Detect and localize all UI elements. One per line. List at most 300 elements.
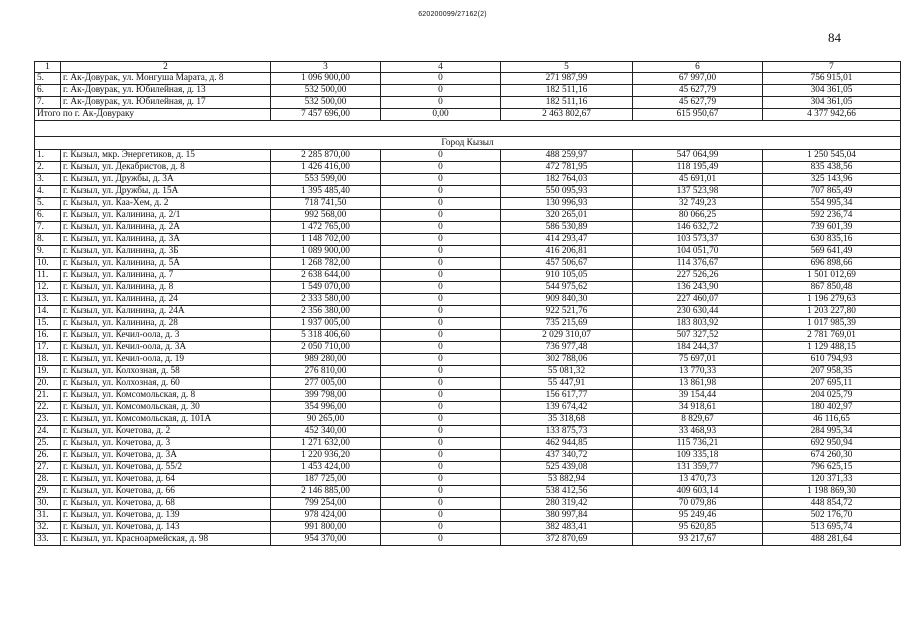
cell-c5: 156 617,77 bbox=[501, 390, 633, 402]
cell-c5: 550 095,93 bbox=[501, 186, 633, 198]
cell-c4: 0 bbox=[381, 294, 501, 306]
cell-c5: 909 840,30 bbox=[501, 294, 633, 306]
cell-c6: 183 803,92 bbox=[633, 318, 763, 330]
cell-c7: 207 695,11 bbox=[763, 378, 901, 390]
table-row bbox=[35, 450, 901, 462]
address: г. Ак-Довурак, ул. Юбилейная, д. 13 bbox=[61, 85, 271, 97]
cell-c5: 139 674,42 bbox=[501, 402, 633, 414]
cell-c3: 954 370,00 bbox=[271, 534, 381, 546]
address: г. Кызыл, ул. Калинина, д. 24А bbox=[61, 306, 271, 318]
row-number: 16. bbox=[35, 330, 61, 342]
row-number: 31. bbox=[35, 510, 61, 522]
cell-c5: 472 781,95 bbox=[501, 162, 633, 174]
table-row bbox=[35, 426, 901, 438]
row-number: 5. bbox=[35, 73, 61, 85]
cell-c3: 1 395 485,40 bbox=[271, 186, 381, 198]
cell-c3: 989 280,00 bbox=[271, 354, 381, 366]
row-number: 25. bbox=[35, 438, 61, 450]
cell-c3: 5 318 406,60 bbox=[271, 330, 381, 342]
cell-c6: 75 697,01 bbox=[633, 354, 763, 366]
data-table bbox=[34, 61, 901, 546]
table-row bbox=[35, 162, 901, 174]
cell-c5: 380 997,84 bbox=[501, 510, 633, 522]
row-number: 6. bbox=[35, 85, 61, 97]
cell-c5: 488 259,97 bbox=[501, 150, 633, 162]
table-row bbox=[35, 498, 901, 510]
cell-c7: 630 835,16 bbox=[763, 234, 901, 246]
address: г. Кызыл, ул. Кочетова, д. 68 bbox=[61, 498, 271, 510]
row-number: 15. bbox=[35, 318, 61, 330]
cell-c6: 114 376,67 bbox=[633, 258, 763, 270]
cell-c7: 513 695,74 bbox=[763, 522, 901, 534]
cell-c6: 103 573,37 bbox=[633, 234, 763, 246]
table-row bbox=[35, 294, 901, 306]
cell-c7: 696 898,66 bbox=[763, 258, 901, 270]
cell-c7: 707 865,49 bbox=[763, 186, 901, 198]
cell-c5: 35 318,68 bbox=[501, 414, 633, 426]
cell-c4: 0 bbox=[381, 342, 501, 354]
table-row bbox=[35, 522, 901, 534]
cell-c3: 276 810,00 bbox=[271, 366, 381, 378]
cell-c7: 592 236,74 bbox=[763, 210, 901, 222]
row-number: 21. bbox=[35, 390, 61, 402]
cell-c7: 610 794,93 bbox=[763, 354, 901, 366]
row-number: 27. bbox=[35, 462, 61, 474]
cell-c5: 55 447,91 bbox=[501, 378, 633, 390]
row-number: 2. bbox=[35, 162, 61, 174]
cell-c3: 1 220 936,20 bbox=[271, 450, 381, 462]
cell-c6: 45 627,79 bbox=[633, 97, 763, 109]
cell-c5: 271 987,99 bbox=[501, 73, 633, 85]
row-number: 8. bbox=[35, 234, 61, 246]
cell-c3: 1 148 702,00 bbox=[271, 234, 381, 246]
cell-c4: 0 bbox=[381, 174, 501, 186]
table-row bbox=[35, 438, 901, 450]
address: г. Кызыл, ул. Каа-Хем, д. 2 bbox=[61, 198, 271, 210]
cell-c4: 0 bbox=[381, 306, 501, 318]
cell-c4: 0 bbox=[381, 390, 501, 402]
address: г. Кызыл, ул. Колхозная, д. 60 bbox=[61, 378, 271, 390]
cell-c4: 0 bbox=[381, 402, 501, 414]
row-number: 6. bbox=[35, 210, 61, 222]
cell-c5: 130 996,93 bbox=[501, 198, 633, 210]
address: г. Кызыл, ул. Комсомольская, д. 30 bbox=[61, 402, 271, 414]
cell-c5: 55 081,32 bbox=[501, 366, 633, 378]
cell-c7: 448 854,72 bbox=[763, 498, 901, 510]
row-number: 9. bbox=[35, 246, 61, 258]
cell-c5: 182 511,16 bbox=[501, 85, 633, 97]
row-number: 7. bbox=[35, 97, 61, 109]
cell-c3: 1 549 070,00 bbox=[271, 282, 381, 294]
address: г. Кызыл, ул. Кочетова, д. 2 bbox=[61, 426, 271, 438]
address: г. Кызыл, ул. Кечил-оола, д. 3А bbox=[61, 342, 271, 354]
address: г. Кызыл, ул. Декабристов, д. 8 bbox=[61, 162, 271, 174]
cell-c3: 399 798,00 bbox=[271, 390, 381, 402]
cell-c5: 182 511,16 bbox=[501, 97, 633, 109]
cell-c3: 1 268 782,00 bbox=[271, 258, 381, 270]
table-row bbox=[35, 186, 901, 198]
table-row bbox=[35, 318, 901, 330]
col-num-6: 6 bbox=[633, 62, 763, 73]
cell-c3: 2 285 870,00 bbox=[271, 150, 381, 162]
cell-c3: 452 340,00 bbox=[271, 426, 381, 438]
cell-c4: 0 bbox=[381, 150, 501, 162]
address: г. Кызыл, ул. Калинина, д. 3А bbox=[61, 234, 271, 246]
cell-c4: 0 bbox=[381, 234, 501, 246]
cell-c7: 180 402,97 bbox=[763, 402, 901, 414]
cell-c6: 13 470,73 bbox=[633, 474, 763, 486]
cell-c3: 1 472 765,00 bbox=[271, 222, 381, 234]
cell-c4: 0 bbox=[381, 510, 501, 522]
cell-c4: 0 bbox=[381, 186, 501, 198]
cell-c4: 0 bbox=[381, 438, 501, 450]
cell-c6: 45 627,79 bbox=[633, 85, 763, 97]
table-row bbox=[35, 210, 901, 222]
cell-c4: 0 bbox=[381, 414, 501, 426]
address: г. Кызыл, ул. Красноармейская, д. 98 bbox=[61, 534, 271, 546]
table-row bbox=[35, 222, 901, 234]
address: г. Ак-Довурак, ул. Монгуша Марата, д. 8 bbox=[61, 73, 271, 85]
row-number: 26. bbox=[35, 450, 61, 462]
cell-c3: 1 426 416,00 bbox=[271, 162, 381, 174]
address: г. Кызыл, мкр. Энергетиков, д. 15 bbox=[61, 150, 271, 162]
page-number: 84 bbox=[828, 30, 841, 45]
address: г. Кызыл, ул. Колхозная, д. 58 bbox=[61, 366, 271, 378]
row-number: 12. bbox=[35, 282, 61, 294]
table-row bbox=[35, 414, 901, 426]
cell-c3: 991 800,00 bbox=[271, 522, 381, 534]
cell-c6: 136 243,90 bbox=[633, 282, 763, 294]
table-row bbox=[35, 378, 901, 390]
cell-c4: 0 bbox=[381, 270, 501, 282]
cell-c3: 1 453 424,00 bbox=[271, 462, 381, 474]
address: г. Кызыл, ул. Калинина, д. 8 bbox=[61, 282, 271, 294]
cell-c7: 1 203 227,80 bbox=[763, 306, 901, 318]
cell-c5: 462 944,85 bbox=[501, 438, 633, 450]
cell-c3: 718 741,50 bbox=[271, 198, 381, 210]
cell-c6: 95 249,46 bbox=[633, 510, 763, 522]
cell-c4: 0 bbox=[381, 426, 501, 438]
cell-c7: 1 017 985,39 bbox=[763, 318, 901, 330]
address: г. Кызыл, ул. Кечил-оола, д. 19 bbox=[61, 354, 271, 366]
cell-c4: 0 bbox=[381, 198, 501, 210]
cell-c4: 0 bbox=[381, 534, 501, 546]
cell-c6: 34 918,61 bbox=[633, 402, 763, 414]
cell-c3: 1 096 900,00 bbox=[271, 73, 381, 85]
table-row bbox=[35, 234, 901, 246]
address: г. Кызыл, ул. Калинина, д. 28 bbox=[61, 318, 271, 330]
cell-c6: 8 829,67 bbox=[633, 414, 763, 426]
spacer-row bbox=[35, 121, 901, 137]
cell-c7: 692 950,94 bbox=[763, 438, 901, 450]
cell-c6: 118 195,49 bbox=[633, 162, 763, 174]
column-number-row bbox=[35, 62, 901, 73]
address: г. Кызыл, ул. Кочетова, д. 139 bbox=[61, 510, 271, 522]
cell-c3: 1 937 005,00 bbox=[271, 318, 381, 330]
row-number: 23. bbox=[35, 414, 61, 426]
address: г. Кызыл, ул. Кочетова, д. 143 bbox=[61, 522, 271, 534]
cell-c3: 2 638 644,00 bbox=[271, 270, 381, 282]
table-row bbox=[35, 198, 901, 210]
cell-c7: 284 995,34 bbox=[763, 426, 901, 438]
section-row bbox=[35, 137, 901, 150]
cell-c6: 230 630,44 bbox=[633, 306, 763, 318]
cell-c5: 586 530,89 bbox=[501, 222, 633, 234]
cell-c7: 502 176,70 bbox=[763, 510, 901, 522]
cell-c5: 416 206,81 bbox=[501, 246, 633, 258]
table-row bbox=[35, 306, 901, 318]
cell-c5: 544 975,62 bbox=[501, 282, 633, 294]
cell-c3: 2 356 380,00 bbox=[271, 306, 381, 318]
cell-c4: 0 bbox=[381, 366, 501, 378]
cell-c4: 0 bbox=[381, 210, 501, 222]
address: г. Кызыл, ул. Комсомольская, д. 8 bbox=[61, 390, 271, 402]
cell-c3: 553 599,00 bbox=[271, 174, 381, 186]
cell-c5: 320 265,01 bbox=[501, 210, 633, 222]
cell-c6: 507 327,52 bbox=[633, 330, 763, 342]
table-row bbox=[35, 330, 901, 342]
row-number: 24. bbox=[35, 426, 61, 438]
address: г. Ак-Довурак, ул. Юбилейная, д. 17 bbox=[61, 97, 271, 109]
cell-c5: 457 506,67 bbox=[501, 258, 633, 270]
cell-c5: 538 412,56 bbox=[501, 486, 633, 498]
address: г. Кызыл, ул. Кочетова, д. 3А bbox=[61, 450, 271, 462]
address: г. Кызыл, ул. Дружбы, д. 15А bbox=[61, 186, 271, 198]
cell-c7: 325 143,96 bbox=[763, 174, 901, 186]
cell-c4: 0 bbox=[381, 474, 501, 486]
cell-c6: 80 066,25 bbox=[633, 210, 763, 222]
cell-c6: 227 526,26 bbox=[633, 270, 763, 282]
table-row bbox=[35, 366, 901, 378]
cell-c6: 67 997,00 bbox=[633, 73, 763, 85]
cell-c7: 1 250 545,04 bbox=[763, 150, 901, 162]
address: г. Кызыл, ул. Комсомольская, д. 101А bbox=[61, 414, 271, 426]
table-row bbox=[35, 462, 901, 474]
address: г. Кызыл, ул. Калинина, д. 3Б bbox=[61, 246, 271, 258]
cell-c3: 1 089 900,00 bbox=[271, 246, 381, 258]
cell-c3: 532 500,00 bbox=[271, 85, 381, 97]
address: г. Кызыл, ул. Калинина, д. 7 bbox=[61, 270, 271, 282]
cell-c6: 146 632,72 bbox=[633, 222, 763, 234]
cell-c3: 799 254,00 bbox=[271, 498, 381, 510]
cell-c5: 280 319,42 bbox=[501, 498, 633, 510]
cell-c7: 207 958,35 bbox=[763, 366, 901, 378]
row-number: 4. bbox=[35, 186, 61, 198]
cell-c6: 131 359,77 bbox=[633, 462, 763, 474]
total-c7: 4 377 942,66 bbox=[763, 109, 901, 121]
table-body bbox=[35, 62, 901, 546]
row-number: 22. bbox=[35, 402, 61, 414]
cell-c4: 0 bbox=[381, 378, 501, 390]
table-row bbox=[35, 486, 901, 498]
cell-c6: 13 861,98 bbox=[633, 378, 763, 390]
cell-c6: 70 079,86 bbox=[633, 498, 763, 510]
cell-c7: 120 371,33 bbox=[763, 474, 901, 486]
cell-c6: 547 064,99 bbox=[633, 150, 763, 162]
address: г. Кызыл, ул. Кочетова, д. 64 bbox=[61, 474, 271, 486]
address: г. Кызыл, ул. Калинина, д. 2/1 bbox=[61, 210, 271, 222]
cell-c4: 0 bbox=[381, 222, 501, 234]
cell-c5: 302 788,06 bbox=[501, 354, 633, 366]
cell-c5: 182 764,03 bbox=[501, 174, 633, 186]
cell-c6: 95 620,85 bbox=[633, 522, 763, 534]
cell-c3: 1 271 632,00 bbox=[271, 438, 381, 450]
col-num-7: 7 bbox=[763, 62, 901, 73]
cell-c4: 0 bbox=[381, 450, 501, 462]
cell-c7: 1 129 488,15 bbox=[763, 342, 901, 354]
cell-c4: 0 bbox=[381, 246, 501, 258]
cell-c7: 835 438,56 bbox=[763, 162, 901, 174]
cell-c5: 910 105,05 bbox=[501, 270, 633, 282]
table-row bbox=[35, 354, 901, 366]
cell-c3: 2 050 710,00 bbox=[271, 342, 381, 354]
row-number: 11. bbox=[35, 270, 61, 282]
cell-c6: 32 749,23 bbox=[633, 198, 763, 210]
cell-c3: 90 265,00 bbox=[271, 414, 381, 426]
cell-c4: 0 bbox=[381, 522, 501, 534]
cell-c5: 2 029 310,07 bbox=[501, 330, 633, 342]
cell-c5: 382 483,41 bbox=[501, 522, 633, 534]
cell-c5: 735 215,69 bbox=[501, 318, 633, 330]
cell-c4: 0 bbox=[381, 318, 501, 330]
table-row bbox=[35, 150, 901, 162]
table-row bbox=[35, 282, 901, 294]
section-title: Город Кызыл bbox=[35, 137, 901, 150]
row-number: 1. bbox=[35, 150, 61, 162]
cell-c3: 354 996,00 bbox=[271, 402, 381, 414]
cell-c7: 554 995,34 bbox=[763, 198, 901, 210]
cell-c5: 437 340,72 bbox=[501, 450, 633, 462]
cell-c6: 104 051,70 bbox=[633, 246, 763, 258]
address: г. Кызыл, ул. Кочетова, д. 3 bbox=[61, 438, 271, 450]
cell-c6: 137 523,98 bbox=[633, 186, 763, 198]
total-row bbox=[35, 109, 901, 121]
cell-c3: 2 333 580,00 bbox=[271, 294, 381, 306]
row-number: 14. bbox=[35, 306, 61, 318]
cell-c5: 53 882,94 bbox=[501, 474, 633, 486]
cell-c6: 184 244,37 bbox=[633, 342, 763, 354]
table-row bbox=[35, 402, 901, 414]
row-number: 3. bbox=[35, 174, 61, 186]
cell-c3: 187 725,00 bbox=[271, 474, 381, 486]
total-c6: 615 950,67 bbox=[633, 109, 763, 121]
cell-c7: 796 625,15 bbox=[763, 462, 901, 474]
address: г. Кызыл, ул. Кочетова, д. 55/2 bbox=[61, 462, 271, 474]
cell-c3: 978 424,00 bbox=[271, 510, 381, 522]
cell-c4: 0 bbox=[381, 85, 501, 97]
cell-c3: 2 146 885,00 bbox=[271, 486, 381, 498]
table-row bbox=[35, 246, 901, 258]
table-row bbox=[35, 474, 901, 486]
cell-c6: 13 770,33 bbox=[633, 366, 763, 378]
cell-c7: 2 781 769,01 bbox=[763, 330, 901, 342]
row-number: 29. bbox=[35, 486, 61, 498]
cell-c4: 0 bbox=[381, 73, 501, 85]
cell-c4: 0 bbox=[381, 330, 501, 342]
cell-c3: 277 005,00 bbox=[271, 378, 381, 390]
row-number: 32. bbox=[35, 522, 61, 534]
table-row bbox=[35, 174, 901, 186]
cell-c4: 0 bbox=[381, 97, 501, 109]
cell-c7: 1 501 012,69 bbox=[763, 270, 901, 282]
cell-c4: 0 bbox=[381, 486, 501, 498]
cell-c7: 46 116,65 bbox=[763, 414, 901, 426]
table-row bbox=[35, 390, 901, 402]
cell-c7: 756 915,01 bbox=[763, 73, 901, 85]
row-number: 18. bbox=[35, 354, 61, 366]
table-row bbox=[35, 342, 901, 354]
address: г. Кызыл, ул. Дружбы, д. 3А bbox=[61, 174, 271, 186]
cell-c7: 1 198 869,30 bbox=[763, 486, 901, 498]
cell-c7: 867 850,48 bbox=[763, 282, 901, 294]
col-num-3: 3 bbox=[271, 62, 381, 73]
col-num-4: 4 bbox=[381, 62, 501, 73]
row-number: 7. bbox=[35, 222, 61, 234]
row-number: 19. bbox=[35, 366, 61, 378]
table-row bbox=[35, 258, 901, 270]
cell-c3: 532 500,00 bbox=[271, 97, 381, 109]
cell-c7: 488 281,64 bbox=[763, 534, 901, 546]
cell-c4: 0 bbox=[381, 282, 501, 294]
cell-c3: 992 568,00 bbox=[271, 210, 381, 222]
cell-c4: 0 bbox=[381, 258, 501, 270]
total-label: Итого по г. Ак-Довураку bbox=[35, 109, 271, 121]
cell-c6: 93 217,67 bbox=[633, 534, 763, 546]
cell-c4: 0 bbox=[381, 162, 501, 174]
address: г. Кызыл, ул. Калинина, д. 24 bbox=[61, 294, 271, 306]
col-num-2: 2 bbox=[61, 62, 271, 73]
cell-c6: 115 736,21 bbox=[633, 438, 763, 450]
cell-c7: 304 361,05 bbox=[763, 85, 901, 97]
table-row bbox=[35, 73, 901, 85]
cell-c6: 109 335,18 bbox=[633, 450, 763, 462]
cell-c7: 304 361,05 bbox=[763, 97, 901, 109]
address: г. Кызыл, ул. Кочетова, д. 66 bbox=[61, 486, 271, 498]
table-row bbox=[35, 510, 901, 522]
cell-c7: 1 196 279,63 bbox=[763, 294, 901, 306]
cell-c5: 133 875,73 bbox=[501, 426, 633, 438]
spacer-cell bbox=[35, 121, 901, 137]
cell-c6: 39 154,44 bbox=[633, 390, 763, 402]
cell-c7: 739 601,39 bbox=[763, 222, 901, 234]
row-number: 28. bbox=[35, 474, 61, 486]
row-number: 17. bbox=[35, 342, 61, 354]
cell-c4: 0 bbox=[381, 354, 501, 366]
row-number: 30. bbox=[35, 498, 61, 510]
cell-c6: 227 460,07 bbox=[633, 294, 763, 306]
total-c4: 0,00 bbox=[381, 109, 501, 121]
row-number: 10. bbox=[35, 258, 61, 270]
row-number: 13. bbox=[35, 294, 61, 306]
cell-c5: 736 977,48 bbox=[501, 342, 633, 354]
col-num-1: 1 bbox=[35, 62, 61, 73]
row-number: 5. bbox=[35, 198, 61, 210]
address: г. Кызыл, ул. Кечил-оола, д. 3 bbox=[61, 330, 271, 342]
address: г. Кызыл, ул. Калинина, д. 5А bbox=[61, 258, 271, 270]
cell-c5: 414 293,47 bbox=[501, 234, 633, 246]
cell-c4: 0 bbox=[381, 498, 501, 510]
cell-c7: 569 641,49 bbox=[763, 246, 901, 258]
cell-c6: 45 691,01 bbox=[633, 174, 763, 186]
cell-c5: 525 439,08 bbox=[501, 462, 633, 474]
table-row bbox=[35, 270, 901, 282]
total-c3: 7 457 696,00 bbox=[271, 109, 381, 121]
total-c5: 2 463 802,67 bbox=[501, 109, 633, 121]
col-num-5: 5 bbox=[501, 62, 633, 73]
cell-c4: 0 bbox=[381, 462, 501, 474]
cell-c7: 674 260,30 bbox=[763, 450, 901, 462]
cell-c5: 922 521,76 bbox=[501, 306, 633, 318]
